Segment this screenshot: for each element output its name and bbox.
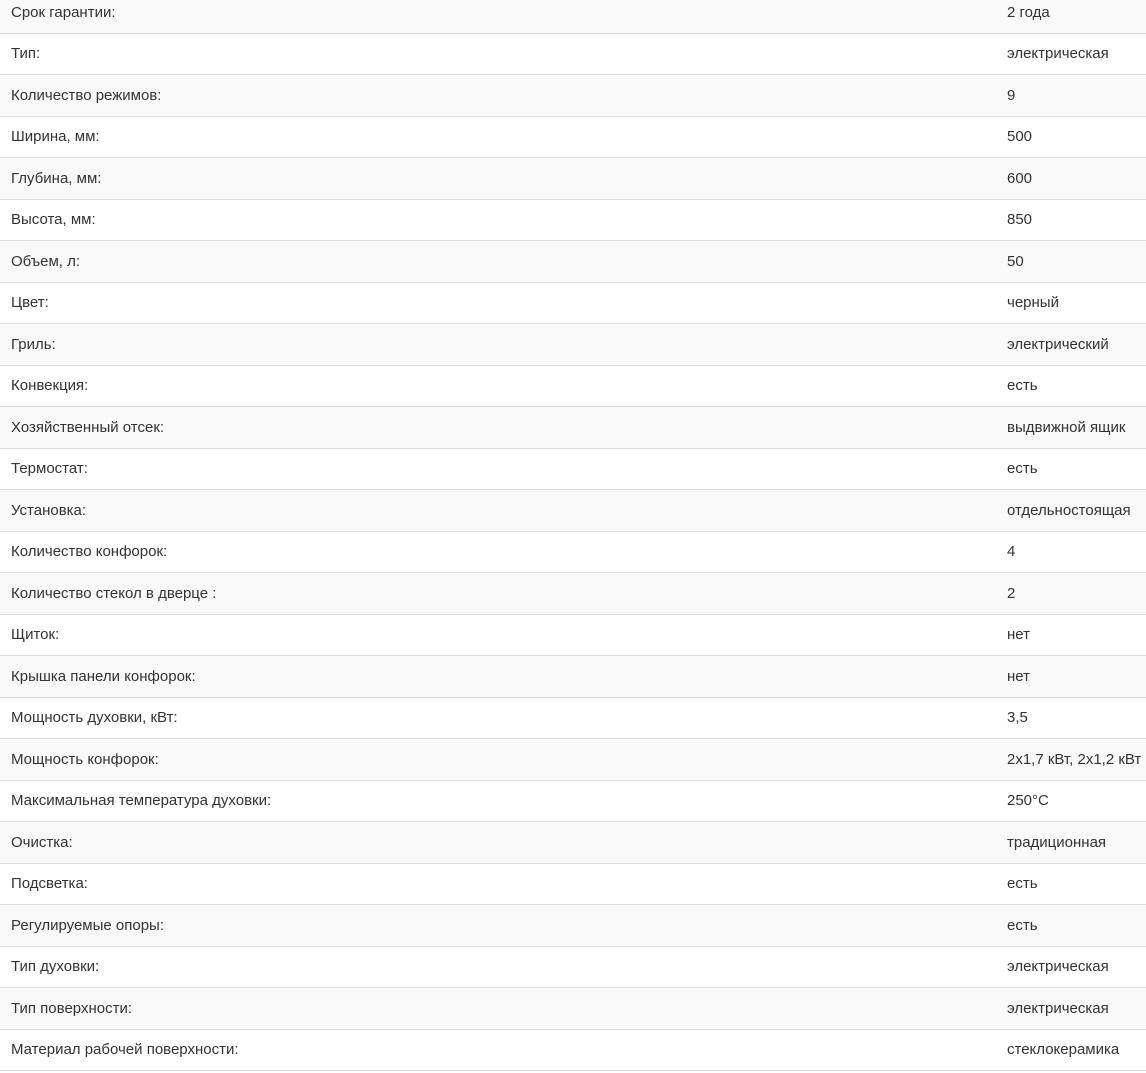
spec-value: 2 — [1007, 585, 1016, 602]
spec-label: Хозяйственный отсек: — [11, 419, 165, 436]
spec-value: 4 — [1007, 543, 1016, 560]
spec-label: Очистка: — [11, 834, 73, 851]
spec-value: нет — [1007, 626, 1030, 643]
spec-value: черный — [1007, 294, 1059, 311]
spec-value: 9 — [1007, 87, 1016, 104]
spec-row — [0, 449, 1146, 490]
spec-value: 600 — [1007, 170, 1033, 187]
spec-row — [0, 158, 1146, 200]
spec-row — [0, 905, 1146, 947]
spec-label: Количество конфорок: — [11, 543, 168, 560]
spec-label: Цвет: — [11, 294, 49, 311]
spec-row — [0, 324, 1146, 366]
spec-label: Глубина, мм: — [11, 170, 102, 187]
spec-label: Гриль: — [11, 336, 56, 353]
spec-value: электрическая — [1007, 45, 1109, 62]
spec-value: 850 — [1007, 211, 1033, 228]
spec-row — [0, 117, 1146, 158]
spec-label: Регулируемые опоры: — [11, 917, 165, 934]
spec-value: традиционная — [1007, 834, 1107, 851]
spec-value: есть — [1007, 917, 1038, 934]
spec-value: 250°C — [1007, 792, 1049, 809]
spec-row — [0, 1030, 1146, 1071]
spec-label: Высота, мм: — [11, 211, 96, 228]
spec-row — [0, 615, 1146, 656]
spec-row — [0, 656, 1146, 698]
spec-label: Мощность конфорок: — [11, 751, 159, 768]
spec-row — [0, 75, 1146, 117]
spec-row — [0, 947, 1146, 988]
spec-row — [0, 988, 1146, 1030]
spec-row — [0, 0, 1146, 34]
spec-label: Щиток: — [11, 626, 60, 643]
spec-row — [0, 200, 1146, 241]
spec-row — [0, 781, 1146, 822]
spec-label: Ширина, мм: — [11, 128, 100, 145]
spec-row — [0, 366, 1146, 407]
spec-label: Тип: — [11, 45, 41, 62]
spec-label: Материал рабочей поверхности: — [11, 1041, 239, 1058]
spec-value: 2 года — [1007, 4, 1050, 21]
spec-value: нет — [1007, 668, 1030, 685]
spec-label: Подсветка: — [11, 875, 88, 892]
spec-label: Количество режимов: — [11, 87, 162, 104]
spec-label: Конвекция: — [11, 377, 89, 394]
spec-label: Мощность духовки, кВт: — [11, 709, 178, 726]
spec-row — [0, 283, 1146, 324]
spec-row — [0, 864, 1146, 905]
spec-label: Количество стекол в дверце : — [11, 585, 217, 602]
spec-label: Максимальная температура духовки: — [11, 792, 272, 809]
spec-value: 500 — [1007, 128, 1033, 145]
spec-row — [0, 490, 1146, 532]
spec-label: Термостат: — [11, 460, 88, 477]
spec-row — [0, 407, 1146, 449]
spec-value: 50 — [1007, 253, 1024, 270]
spec-value: 3,5 — [1007, 709, 1028, 726]
spec-label: Крышка панели конфорок: — [11, 668, 196, 685]
spec-label: Срок гарантии: — [11, 4, 116, 21]
spec-row — [0, 573, 1146, 615]
spec-label: Объем, л: — [11, 253, 81, 270]
spec-row — [0, 698, 1146, 739]
spec-value: есть — [1007, 875, 1038, 892]
spec-value: 2х1,7 кВт, 2х1,2 кВт — [1007, 751, 1142, 768]
spec-label: Тип духовки: — [11, 958, 100, 975]
spec-row — [0, 34, 1146, 75]
spec-value: электрический — [1007, 336, 1109, 353]
spec-row — [0, 739, 1146, 781]
spec-value: выдвижной ящик — [1007, 419, 1126, 436]
spec-label: Тип поверхности: — [11, 1000, 132, 1017]
spec-value: отдельностоящая — [1007, 502, 1131, 519]
spec-label: Установка: — [11, 502, 87, 519]
spec-row — [0, 532, 1146, 573]
spec-row — [0, 822, 1146, 864]
spec-value: есть — [1007, 460, 1038, 477]
spec-value: есть — [1007, 377, 1038, 394]
spec-value: электрическая — [1007, 958, 1109, 975]
spec-value: электрическая — [1007, 1000, 1109, 1017]
spec-row — [0, 241, 1146, 283]
spec-value: стеклокерамика — [1007, 1041, 1120, 1058]
